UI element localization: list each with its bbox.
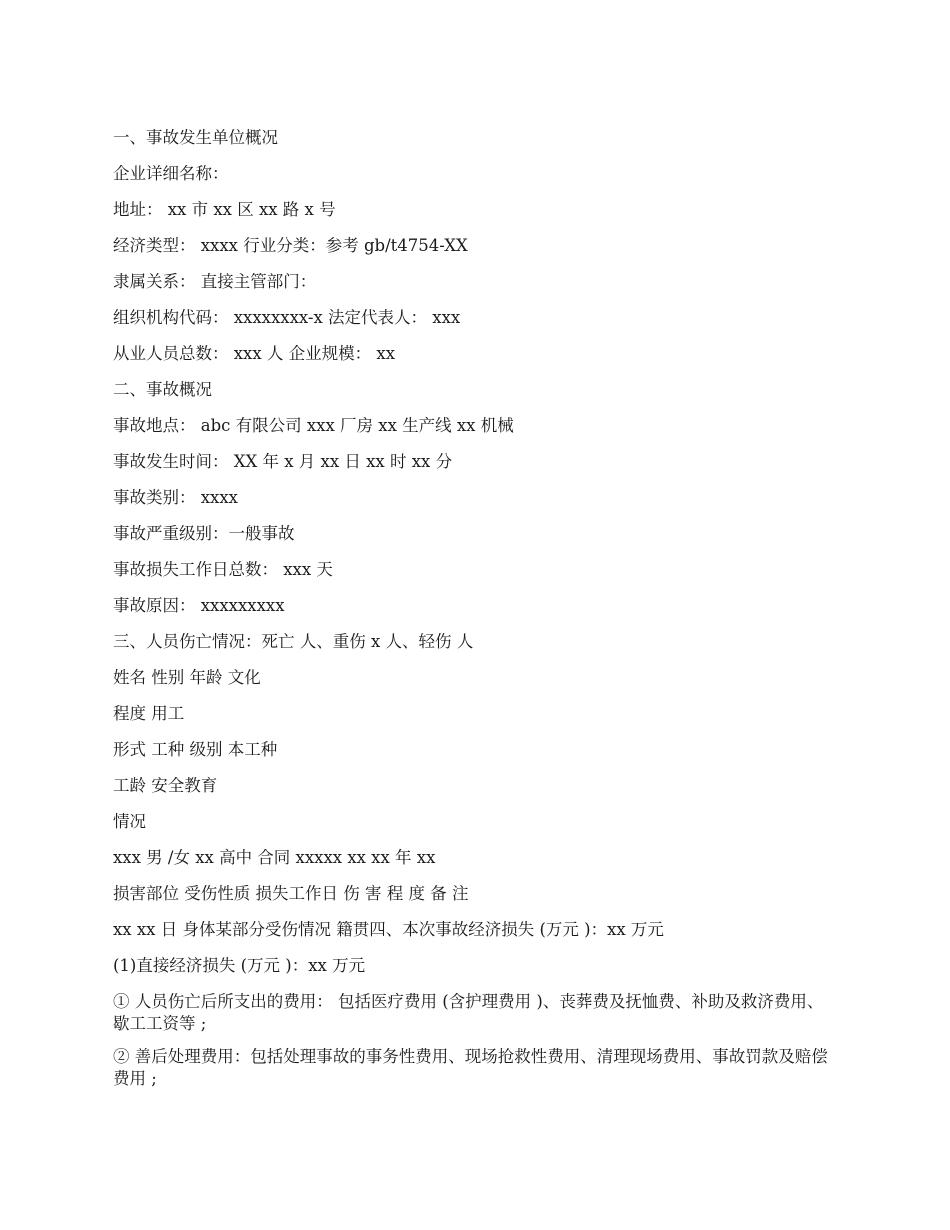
affiliation-line: 隶属关系： 直接主管部门： <box>113 272 317 291</box>
company-name-line: 企业详细名称： <box>113 164 229 183</box>
table-header-line-4: 工龄 安全教育 <box>113 776 218 795</box>
accident-time-line: 事故发生时间： XX 年 x 月 xx 日 xx 时 xx 分 <box>113 452 453 471</box>
table-row-line-1: xxx 男 /女 xx 高中 合同 xxxxx xx xx 年 xx <box>113 848 436 867</box>
casualty-cost-paragraph: ① 人员伤亡后所支出的费用： 包括医疗费用 (含护理费用 )、丧葬费及抚恤费、补助及救济费用、歇工工资等 ; <box>113 992 824 1033</box>
direct-loss-line: (1)直接经济损失 (万元 )：xx 万元 <box>113 956 366 975</box>
address-line: 地址： xx 市 xx 区 xx 路 x 号 <box>113 200 336 219</box>
severity-line: 事故严重级别：一般事故 <box>113 524 295 543</box>
table-row-line-2: xx xx 日 身体某部分受伤情况 籍贯四、本次事故经济损失 (万元 )：xx 万元 <box>113 920 664 939</box>
table-header-line-3: 形式 工种 级别 本工种 <box>113 740 278 759</box>
staff-count-line: 从业人员总数： xxx 人 企业规模： xx <box>113 344 396 363</box>
table-header-line-5: 情况 <box>113 812 146 831</box>
economic-type-line: 经济类型： xxxx 行业分类：参考 gb/t4754-XX <box>113 236 468 255</box>
accident-category-line: 事故类别： xxxx <box>113 488 238 507</box>
lost-workdays-line: 事故损失工作日总数： xxx 天 <box>113 560 333 579</box>
accident-cause-line: 事故原因： xxxxxxxxx <box>113 596 285 615</box>
org-code-line: 组织机构代码： xxxxxxxx-x 法定代表人： xxx <box>113 308 461 327</box>
table-header-line-1: 姓名 性别 年龄 文化 <box>113 668 261 687</box>
section-heading-3: 三、人员伤亡情况：死亡 人、重伤 x 人、轻伤 人 <box>113 632 474 651</box>
aftermath-cost-paragraph: ② 善后处理费用：包括处理事故的事务性费用、现场抢救性费用、清理现场费用、事故罚款及赔偿费用 ; <box>113 1047 828 1088</box>
table-header-line-2: 程度 用工 <box>113 704 185 723</box>
table-header-line-6: 损害部位 受伤性质 损失工作日 伤 害 程 度 备 注 <box>113 884 469 903</box>
accident-location-line: 事故地点： abc 有限公司 xxx 厂房 xx 生产线 xx 机械 <box>113 416 514 435</box>
section-heading-1: 一、事故发生单位概况 <box>113 128 278 147</box>
document-body <box>113 124 838 1101</box>
section-heading-2: 二、事故概况 <box>113 380 212 399</box>
